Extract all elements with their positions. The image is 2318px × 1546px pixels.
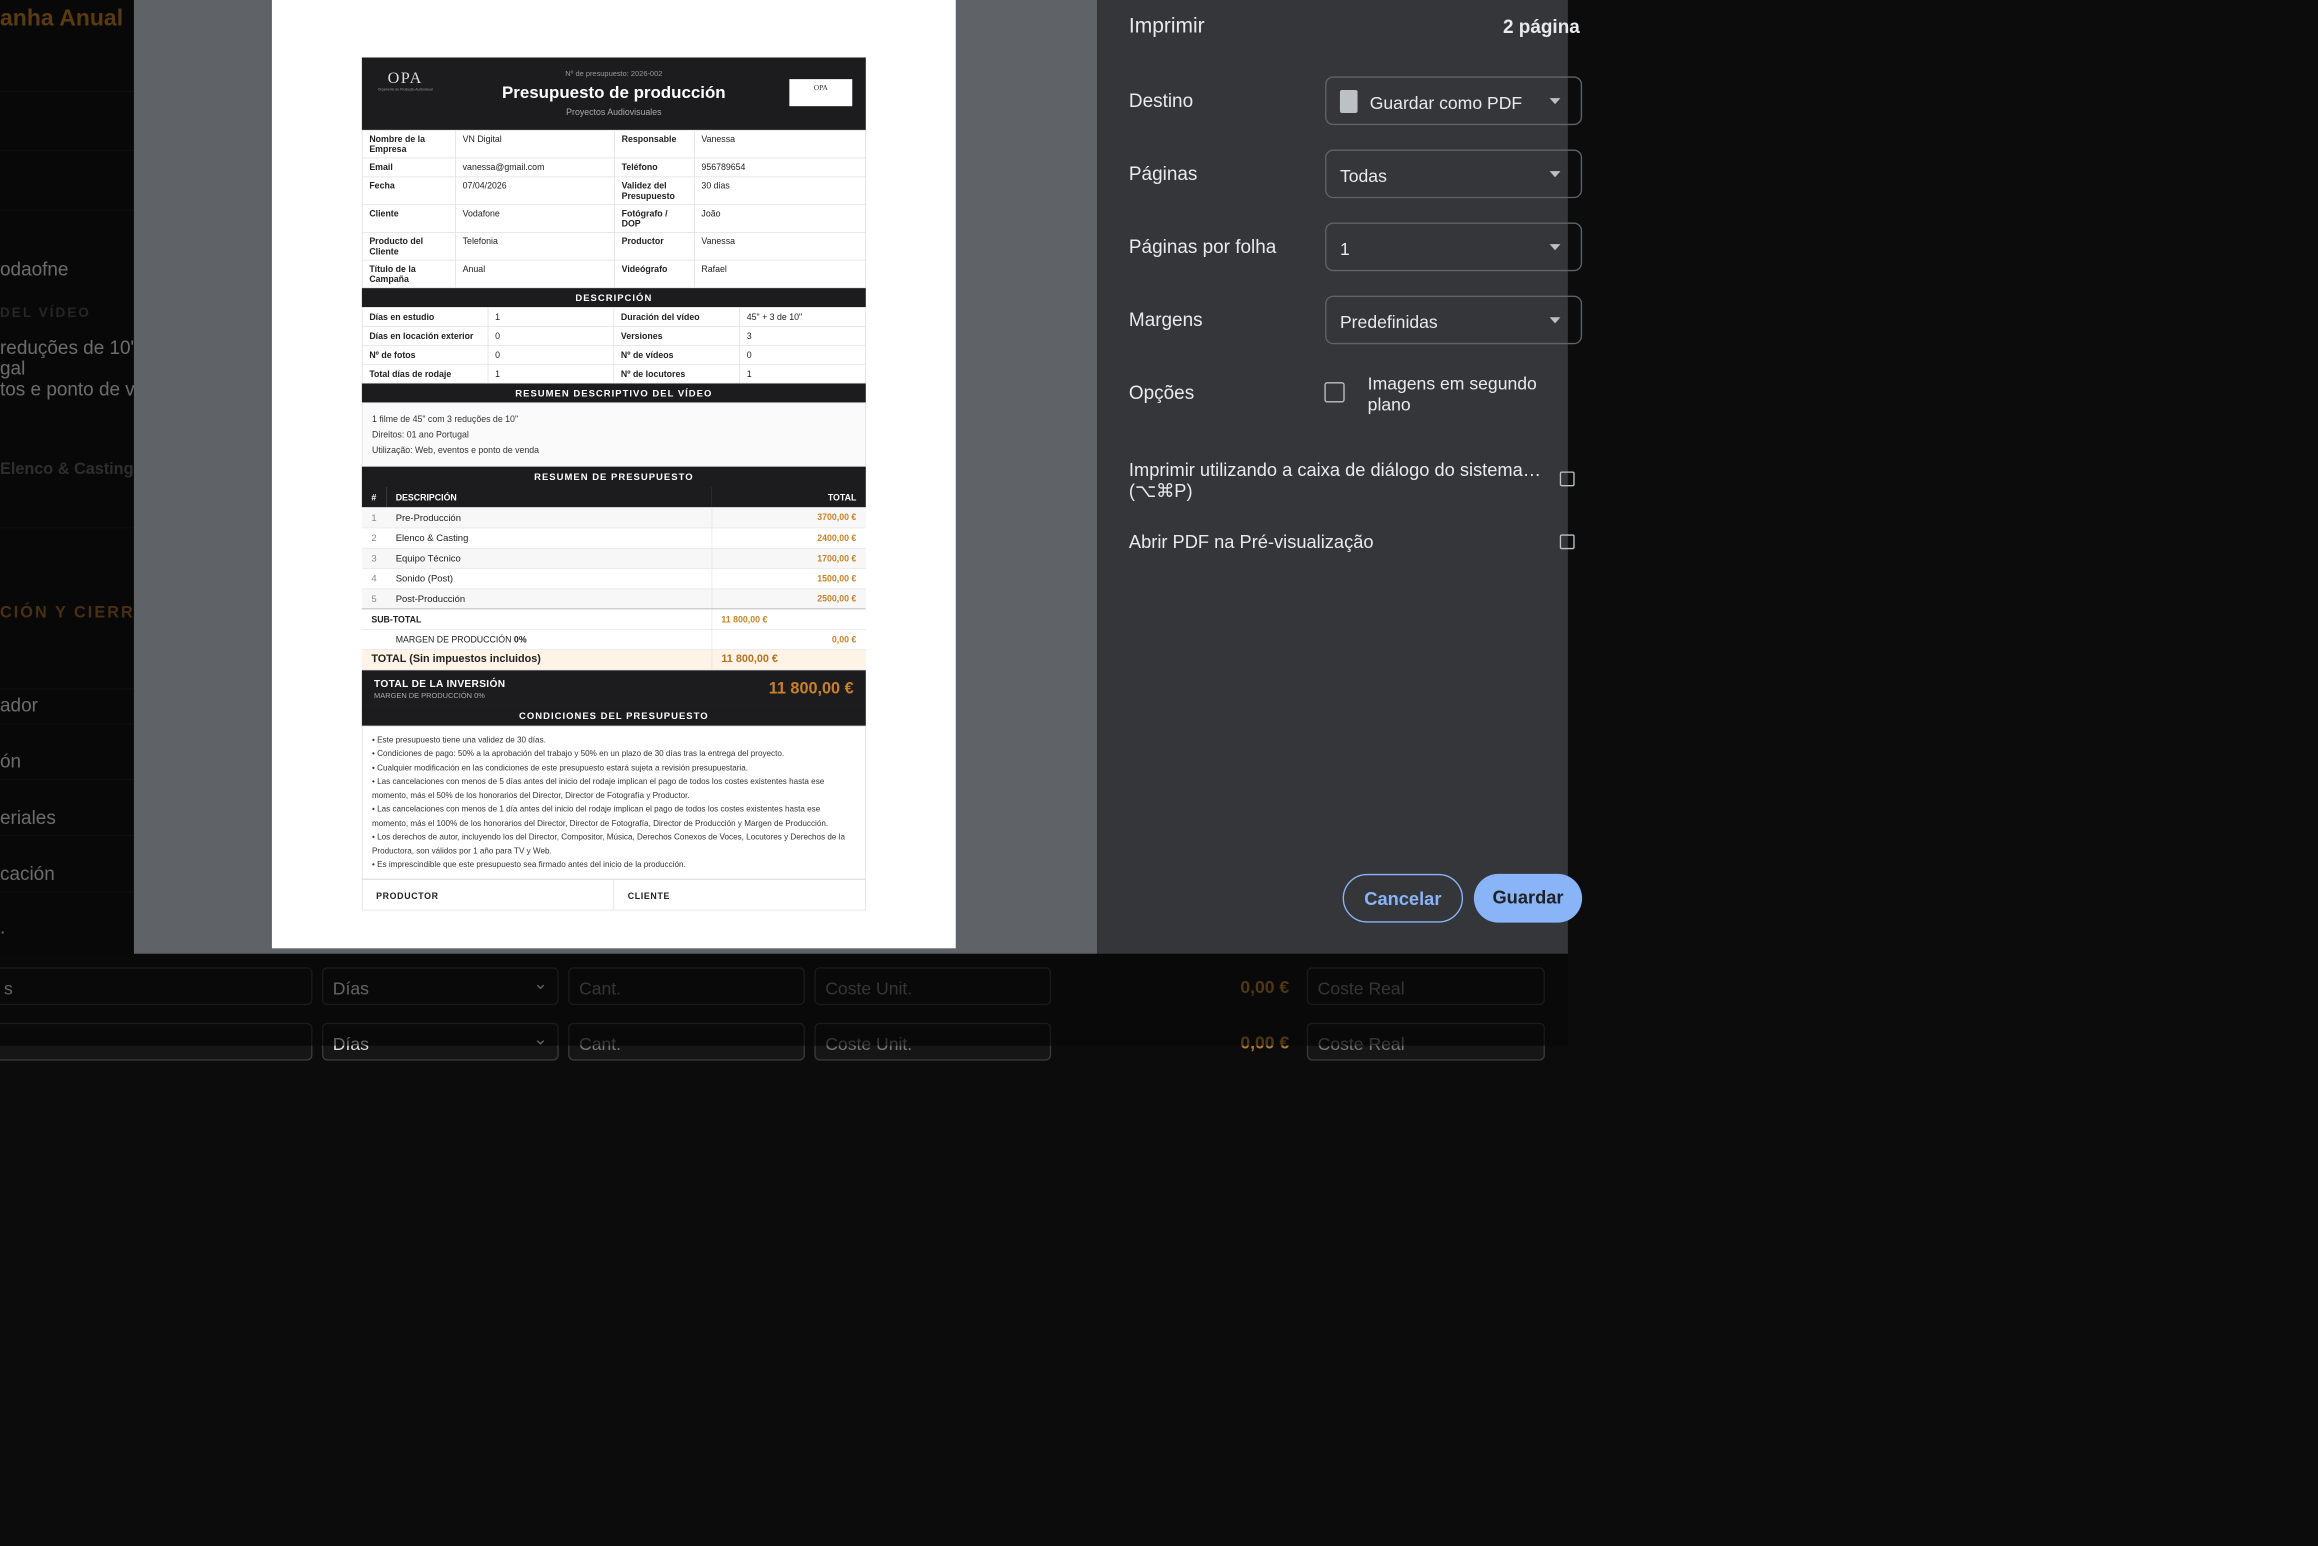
section-description-title: DESCRIPCIÓN — [362, 288, 866, 307]
info-value: VN Digital — [456, 130, 615, 158]
info-key: Videógrafo — [615, 260, 695, 288]
print-preview-area[interactable] — [134, 0, 1097, 954]
desc-key: Días en estudio — [362, 307, 488, 326]
destination-select[interactable] — [1325, 76, 1582, 125]
info-row — [362, 158, 865, 177]
pages-per-sheet-select[interactable]: 1 — [1325, 223, 1582, 272]
desc-value: 1 — [488, 307, 614, 326]
external-link-icon — [1560, 534, 1575, 549]
info-row — [362, 260, 865, 288]
budget-total: 1700,00 € — [712, 548, 866, 568]
background-images-label: Imagens em segundo plano — [1367, 373, 1537, 415]
budget-num: 3 — [362, 548, 386, 568]
col-num: # — [362, 487, 386, 507]
info-value: Anual — [456, 260, 615, 288]
subtotal-label: SUB-TOTAL — [362, 609, 712, 629]
summary-line: 1 filme de 45" com 3 reduções de 10" — [372, 413, 519, 425]
budget-document — [362, 57, 866, 910]
desc-value: 0 — [488, 345, 614, 364]
info-key: Cliente — [362, 205, 455, 233]
condition-item: • Este presupuesto tiene una validez de 30 días. — [372, 734, 546, 745]
system-dialog-link[interactable]: Imprimir utilizando a caixa de diálogo do sistema… (⌥⌘P) — [1128, 459, 1542, 502]
total-value: 11 800,00 € — [712, 649, 866, 669]
summary-line: Utilização: Web, eventos e ponto de venda — [372, 445, 540, 456]
pages-per-sheet-label: Páginas por folha — [1128, 236, 1277, 258]
document-subtitle: Proyectos Audiovisuales — [566, 106, 662, 118]
budget-num: 1 — [362, 507, 386, 527]
subtotal-value: 11 800,00 € — [712, 609, 866, 629]
desc-key: Nº de fotos — [362, 345, 488, 364]
condition-item: • Las cancelaciones con menos de 5 días antes del inicio del rodaje implican el pago de todos los costes existentes hasta ese momento, más el 50% de los honorarios del Director, Director de Fotografía y Productor. — [372, 776, 825, 800]
budget-row — [362, 507, 866, 527]
dialog-title: Imprimir — [1128, 13, 1205, 38]
options-label: Opções — [1128, 382, 1195, 404]
info-key: Fotógrafo / DOP — [615, 205, 695, 233]
info-row — [362, 205, 865, 233]
section-budget-title: RESUMEN DE PRESUPUESTO — [362, 467, 866, 487]
sign-client: CLIENTE — [613, 880, 865, 910]
info-value: 07/04/2026 — [456, 177, 615, 205]
condition-item: • Condiciones de pago: 50% a la aprobación del trabajo y 50% en un plazo de 30 días tras la entrega del proyecto. — [372, 748, 785, 759]
page-count: 2 página — [1502, 16, 1580, 38]
save-button[interactable]: Guardar — [1474, 874, 1582, 923]
info-value: vanessa@gmail.com — [456, 158, 615, 177]
budget-num: 5 — [362, 588, 386, 608]
condition-item: • Los derechos de autor, incluyendo los del Director, Compositor, Música, Derechos Conexos de Voces, Locutores y Derechos de la Productora, son válidos por 1 año para TV y Web. — [372, 831, 845, 856]
info-key: Email — [362, 158, 455, 177]
budget-number: Nº de presupuesto: 2026-002 — [565, 69, 663, 78]
budget-total: 3700,00 € — [712, 507, 866, 527]
conditions-list — [362, 725, 866, 879]
section-conditions-title: CONDICIONES DEL PRESUPUESTO — [362, 705, 866, 725]
info-value: 30 dias — [694, 177, 865, 205]
pages-label: Páginas — [1128, 163, 1198, 184]
info-key: Fecha — [362, 177, 455, 205]
budget-row — [362, 548, 866, 568]
description-row — [362, 345, 865, 364]
info-key: Título de la Campaña — [362, 260, 455, 288]
info-value: João — [694, 205, 865, 233]
budget-row — [362, 528, 866, 548]
desc-value: 1 — [488, 364, 614, 383]
budget-row — [362, 588, 866, 608]
info-key: Teléfono — [615, 158, 695, 177]
info-table — [362, 130, 866, 288]
info-key: Responsable — [615, 130, 695, 158]
col-total: TOTAL — [712, 487, 866, 507]
info-row — [362, 130, 865, 158]
desc-key: Versiones — [614, 326, 740, 345]
section-summary-title: RESUMEN DESCRIPTIVO DEL VÍDEO — [362, 384, 866, 403]
signature-row — [362, 879, 866, 910]
info-key: Productor — [615, 232, 695, 260]
video-summary — [362, 402, 866, 466]
budget-desc: Post-Producción — [386, 588, 711, 608]
budget-total: 2400,00 € — [712, 528, 866, 548]
budget-desc: Elenco & Casting — [386, 528, 711, 548]
budget-desc: Pre-Producción — [386, 507, 711, 527]
client-logo: OPA — [789, 79, 852, 106]
file-icon — [1340, 90, 1358, 113]
budget-desc: Sonido (Post) — [386, 568, 711, 588]
budget-num: 2 — [362, 528, 386, 548]
info-value: Vanessa — [694, 232, 865, 260]
condition-item: • Es imprescindible que este presupuesto sea firmado antes del inicio de la producción. — [372, 859, 686, 870]
company-logo: OPA Orçamento de Produção Audiovisual — [377, 69, 433, 92]
info-row — [362, 177, 865, 205]
cancel-button[interactable]: Cancelar — [1343, 874, 1463, 923]
investment-label: TOTAL DE LA INVERSIÓN — [374, 678, 506, 690]
info-value: Vanessa — [694, 130, 865, 158]
desc-value: 0 — [488, 326, 614, 345]
info-value: Rafael — [694, 260, 865, 288]
destination-value: Guardar como PDF — [1369, 92, 1523, 113]
sign-producer: PRODUCTOR — [376, 890, 439, 901]
document-header — [362, 57, 866, 129]
description-row — [362, 364, 865, 383]
budget-total: 2500,00 € — [712, 588, 866, 608]
info-key: Nombre de la Empresa — [362, 130, 455, 158]
info-key: Validez del Presupuesto — [615, 177, 695, 205]
desc-key: Nº de locutores — [614, 364, 740, 383]
description-row — [362, 326, 865, 345]
margins-select[interactable]: Predefinidas — [1325, 296, 1582, 345]
pages-select[interactable]: Todas — [1325, 149, 1582, 198]
info-value: Vodafone — [456, 205, 615, 233]
preview-page — [272, 0, 956, 948]
desc-key: Total días de rodaje — [362, 364, 488, 383]
desc-value: 45" + 3 de 10" — [740, 307, 866, 326]
open-pdf-link[interactable]: Abrir PDF na Pré-visualização — [1128, 531, 1374, 552]
description-table — [362, 307, 866, 383]
desc-key: Nº de vídeos — [614, 345, 740, 364]
summary-line: Direitos: 01 ano Portugal — [372, 429, 469, 440]
total-label: TOTAL (Sin impuestos incluidos) — [362, 649, 712, 669]
budget-total: 1500,00 € — [712, 568, 866, 588]
external-link-icon — [1560, 471, 1575, 486]
desc-value: 0 — [740, 345, 866, 364]
desc-value: 1 — [740, 364, 866, 383]
info-row — [362, 232, 865, 260]
desc-key: Duración del vídeo — [614, 307, 740, 326]
destination-label: Destino — [1128, 89, 1194, 111]
background-images-checkbox[interactable] — [1324, 382, 1344, 402]
col-desc: DESCRIPCIÓN — [386, 487, 711, 507]
desc-key: Días en locación exterior — [362, 326, 488, 345]
margins-label: Margens — [1128, 309, 1203, 331]
info-key: Producto del Cliente — [362, 232, 455, 260]
investment-banner — [362, 670, 866, 705]
info-value: 956789654 — [694, 158, 865, 177]
condition-item: • Las cancelaciones con menos de 1 día antes del inicio del rodaje implican el pago de todos los costes existentes hasta ese momento, más el 100% de los honorarios del Director, Director de Fotografía, Director de Producción y Margen de Producción. — [372, 804, 829, 828]
condition-item: • Cualquier modificación en las condiciones de este presupuesto estará sujeta a revisión presupuestaria. — [372, 762, 749, 773]
desc-value: 3 — [740, 326, 866, 345]
budget-row — [362, 568, 866, 588]
document-title: Presupuesto de producción — [502, 83, 726, 103]
investment-value: 11 800,00 € — [768, 678, 854, 698]
margin-value: 0,00 € — [712, 629, 866, 649]
margin-label: MARGEN DE PRODUCCIÓN 0% — [386, 629, 711, 649]
budget-table — [362, 487, 866, 670]
print-dialog — [1097, 0, 1580, 954]
investment-sub: MARGEN DE PRODUCCIÓN 0% — [374, 691, 485, 700]
budget-num: 4 — [362, 568, 386, 588]
info-value: Telefonia — [456, 232, 615, 260]
description-row — [362, 307, 865, 326]
budget-desc: Equipo Técnico — [386, 548, 711, 568]
